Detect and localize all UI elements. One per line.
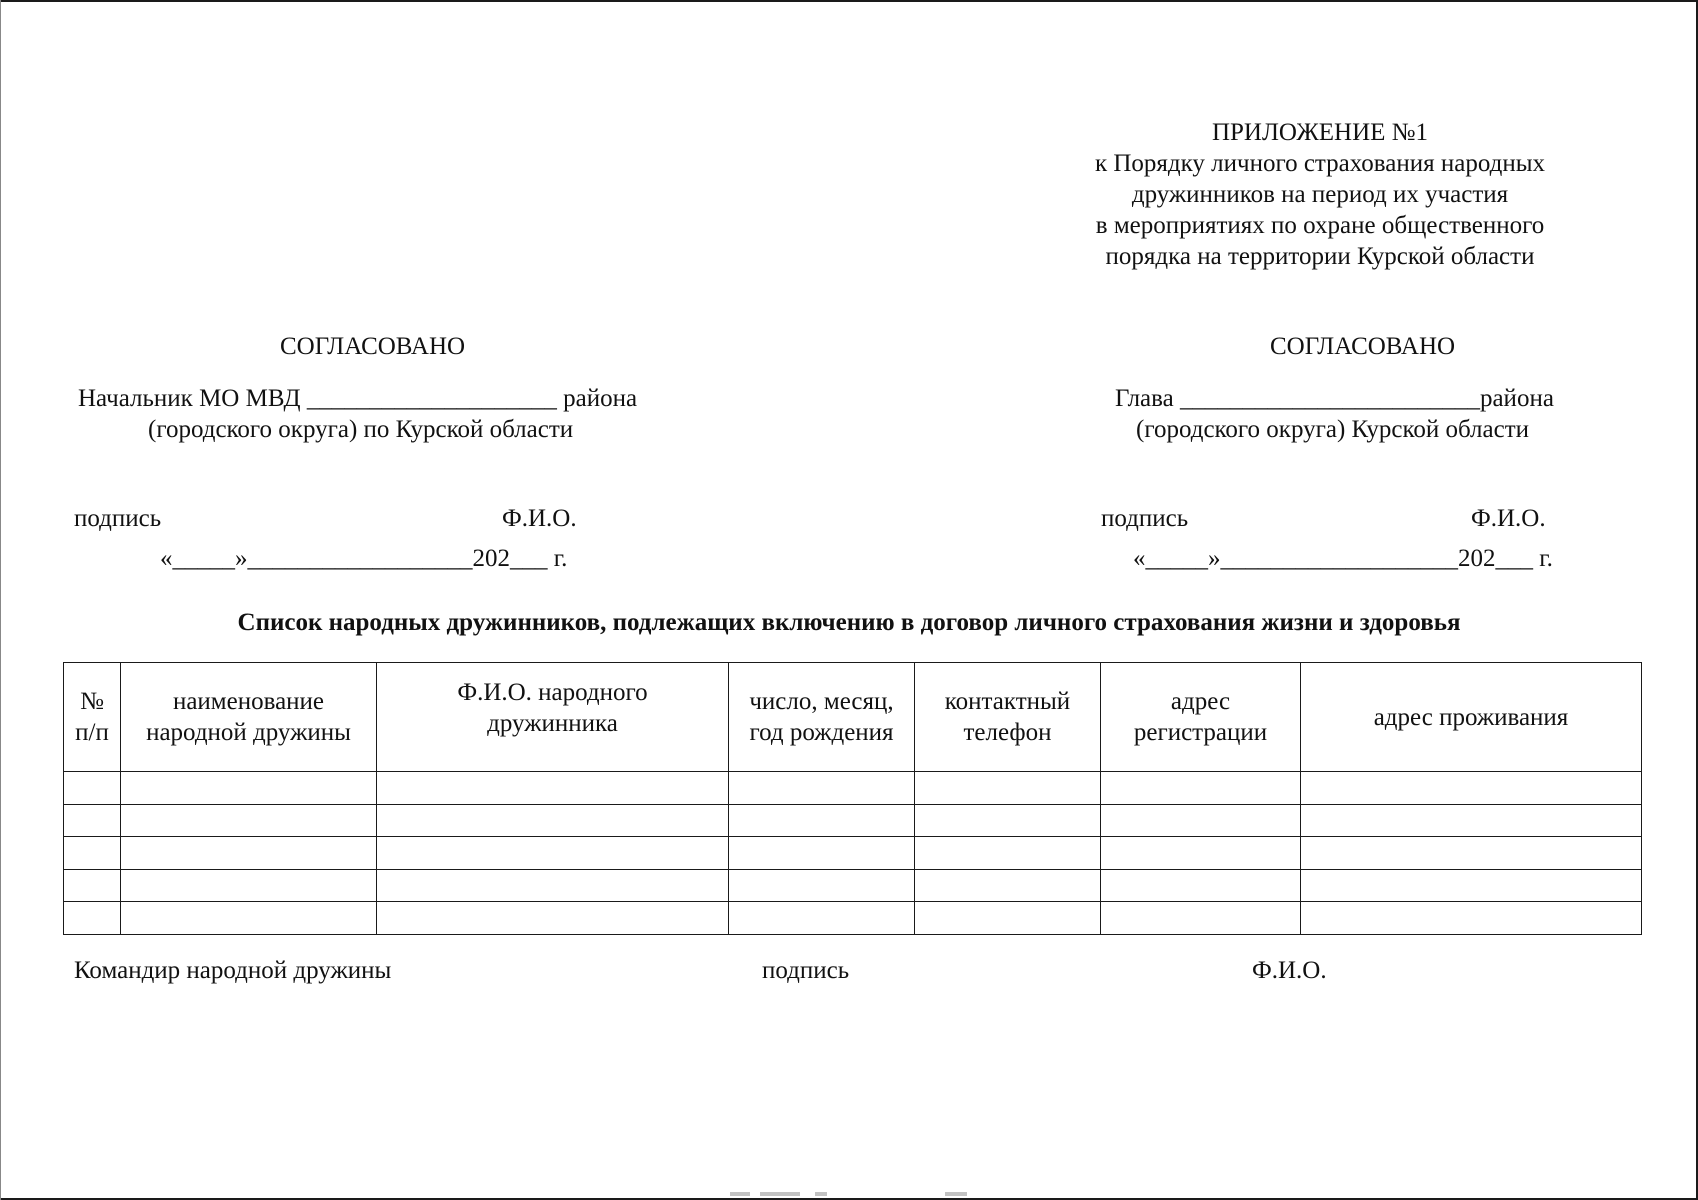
header-residence-address-line1: адрес проживания	[1373, 703, 1569, 731]
appendix-line: порядка на территории Курской области	[1105, 243, 1535, 270]
table-cell	[1301, 902, 1642, 935]
header-squad-name-line1: наименование	[172, 688, 325, 715]
right-signature-label: подпись	[1101, 505, 1189, 532]
appendix-line: в мероприятиях по охране общественного	[1095, 212, 1545, 239]
left-date-field: «_____»__________________202___ г.	[160, 545, 568, 572]
scan-border-top	[0, 0, 1698, 2]
table-cell	[1101, 772, 1301, 805]
table-cell	[729, 902, 915, 935]
header-registration-address	[1101, 663, 1301, 772]
left-approver-district: (городского округа) по Курской области	[148, 416, 574, 443]
table-cell	[64, 804, 121, 837]
table-cell	[64, 837, 121, 870]
left-signature-label: подпись	[74, 505, 162, 532]
header-number-line1: №	[80, 688, 104, 715]
table-cell	[377, 837, 729, 870]
table-row	[64, 804, 1642, 837]
header-birth-date-line1: число, месяц,	[749, 688, 894, 715]
scan-artifact	[730, 1192, 750, 1196]
header-registration-address-line1: адрес	[1170, 688, 1231, 715]
header-volunteer-fio-line2: дружинника	[487, 710, 618, 737]
table-cell	[377, 804, 729, 837]
table-cell	[377, 869, 729, 902]
right-date-field: «_____»___________________202___ г.	[1133, 545, 1553, 572]
header-birth-date-line2: год рождения	[749, 719, 894, 746]
right-agreed-heading: СОГЛАСОВАНО	[1270, 333, 1456, 360]
table-cell	[121, 837, 377, 870]
table-cell	[1301, 772, 1642, 805]
header-volunteer-fio-line1: Ф.И.О. народного	[457, 679, 648, 706]
left-approver-position: Начальник МО МВД ____________________ района	[78, 385, 638, 412]
table-row	[64, 902, 1642, 935]
table-cell	[915, 869, 1101, 902]
header-phone	[915, 663, 1101, 772]
left-agreed-heading: СОГЛАСОВАНО	[280, 333, 466, 360]
table-cell	[915, 837, 1101, 870]
table-cell	[64, 772, 121, 805]
right-approver-position: Глава ________________________района	[1115, 385, 1554, 412]
table-header-row	[64, 663, 1642, 772]
table-cell	[121, 902, 377, 935]
appendix-header	[1040, 117, 1600, 272]
appendix-line: дружинников на период их участия	[1131, 181, 1509, 208]
table-cell	[915, 804, 1101, 837]
right-approver-district: (городского округа) Курской области	[1136, 416, 1530, 443]
table-cell	[64, 869, 121, 902]
table-cell	[729, 772, 915, 805]
table-row	[64, 772, 1642, 805]
appendix-title: ПРИЛОЖЕНИЕ №1	[1211, 119, 1429, 146]
table-cell	[377, 772, 729, 805]
header-squad-name-line2: народной дружины	[146, 719, 351, 746]
footer-commander-label: Командир народной дружины	[74, 957, 392, 984]
scan-artifact	[815, 1192, 827, 1196]
table-cell	[729, 804, 915, 837]
header-residence-address	[1301, 663, 1642, 772]
scan-artifact	[945, 1192, 967, 1196]
header-squad-name	[121, 663, 377, 772]
volunteers-table	[63, 662, 1642, 935]
right-fio-label: Ф.И.О.	[1471, 505, 1546, 532]
table-cell	[377, 902, 729, 935]
table-cell	[1101, 902, 1301, 935]
table-cell	[1301, 804, 1642, 837]
table-row	[64, 837, 1642, 870]
appendix-line: к Порядку личного страхования народных	[1094, 150, 1546, 177]
table-cell	[121, 772, 377, 805]
table-cell	[729, 837, 915, 870]
header-birth-date	[729, 663, 915, 772]
table-cell	[1301, 869, 1642, 902]
header-phone-line2: телефон	[963, 719, 1052, 746]
header-number	[64, 663, 121, 772]
table-cell	[121, 869, 377, 902]
table-cell	[1101, 869, 1301, 902]
table-cell	[1101, 804, 1301, 837]
table-cell	[64, 902, 121, 935]
header-registration-address-line2: регистрации	[1133, 719, 1268, 746]
table-cell	[121, 804, 377, 837]
scan-artifact	[760, 1192, 800, 1196]
left-fio-label: Ф.И.О.	[502, 505, 577, 532]
list-title: Список народных дружинников, подлежащих включению в договор личного страхования жизни и здоровья	[237, 609, 1461, 636]
header-number-line2: п/п	[75, 719, 109, 746]
table-row	[64, 869, 1642, 902]
table-cell	[915, 902, 1101, 935]
table-cell	[729, 869, 915, 902]
table-cell	[1301, 837, 1642, 870]
header-phone-line1: контактный	[944, 688, 1071, 715]
footer-fio-label: Ф.И.О.	[1252, 957, 1327, 984]
table-cell	[1101, 837, 1301, 870]
header-volunteer-fio	[377, 663, 729, 772]
footer-signature-label: подпись	[762, 957, 850, 984]
table-cell	[915, 772, 1101, 805]
scan-border-left	[0, 0, 1, 1200]
